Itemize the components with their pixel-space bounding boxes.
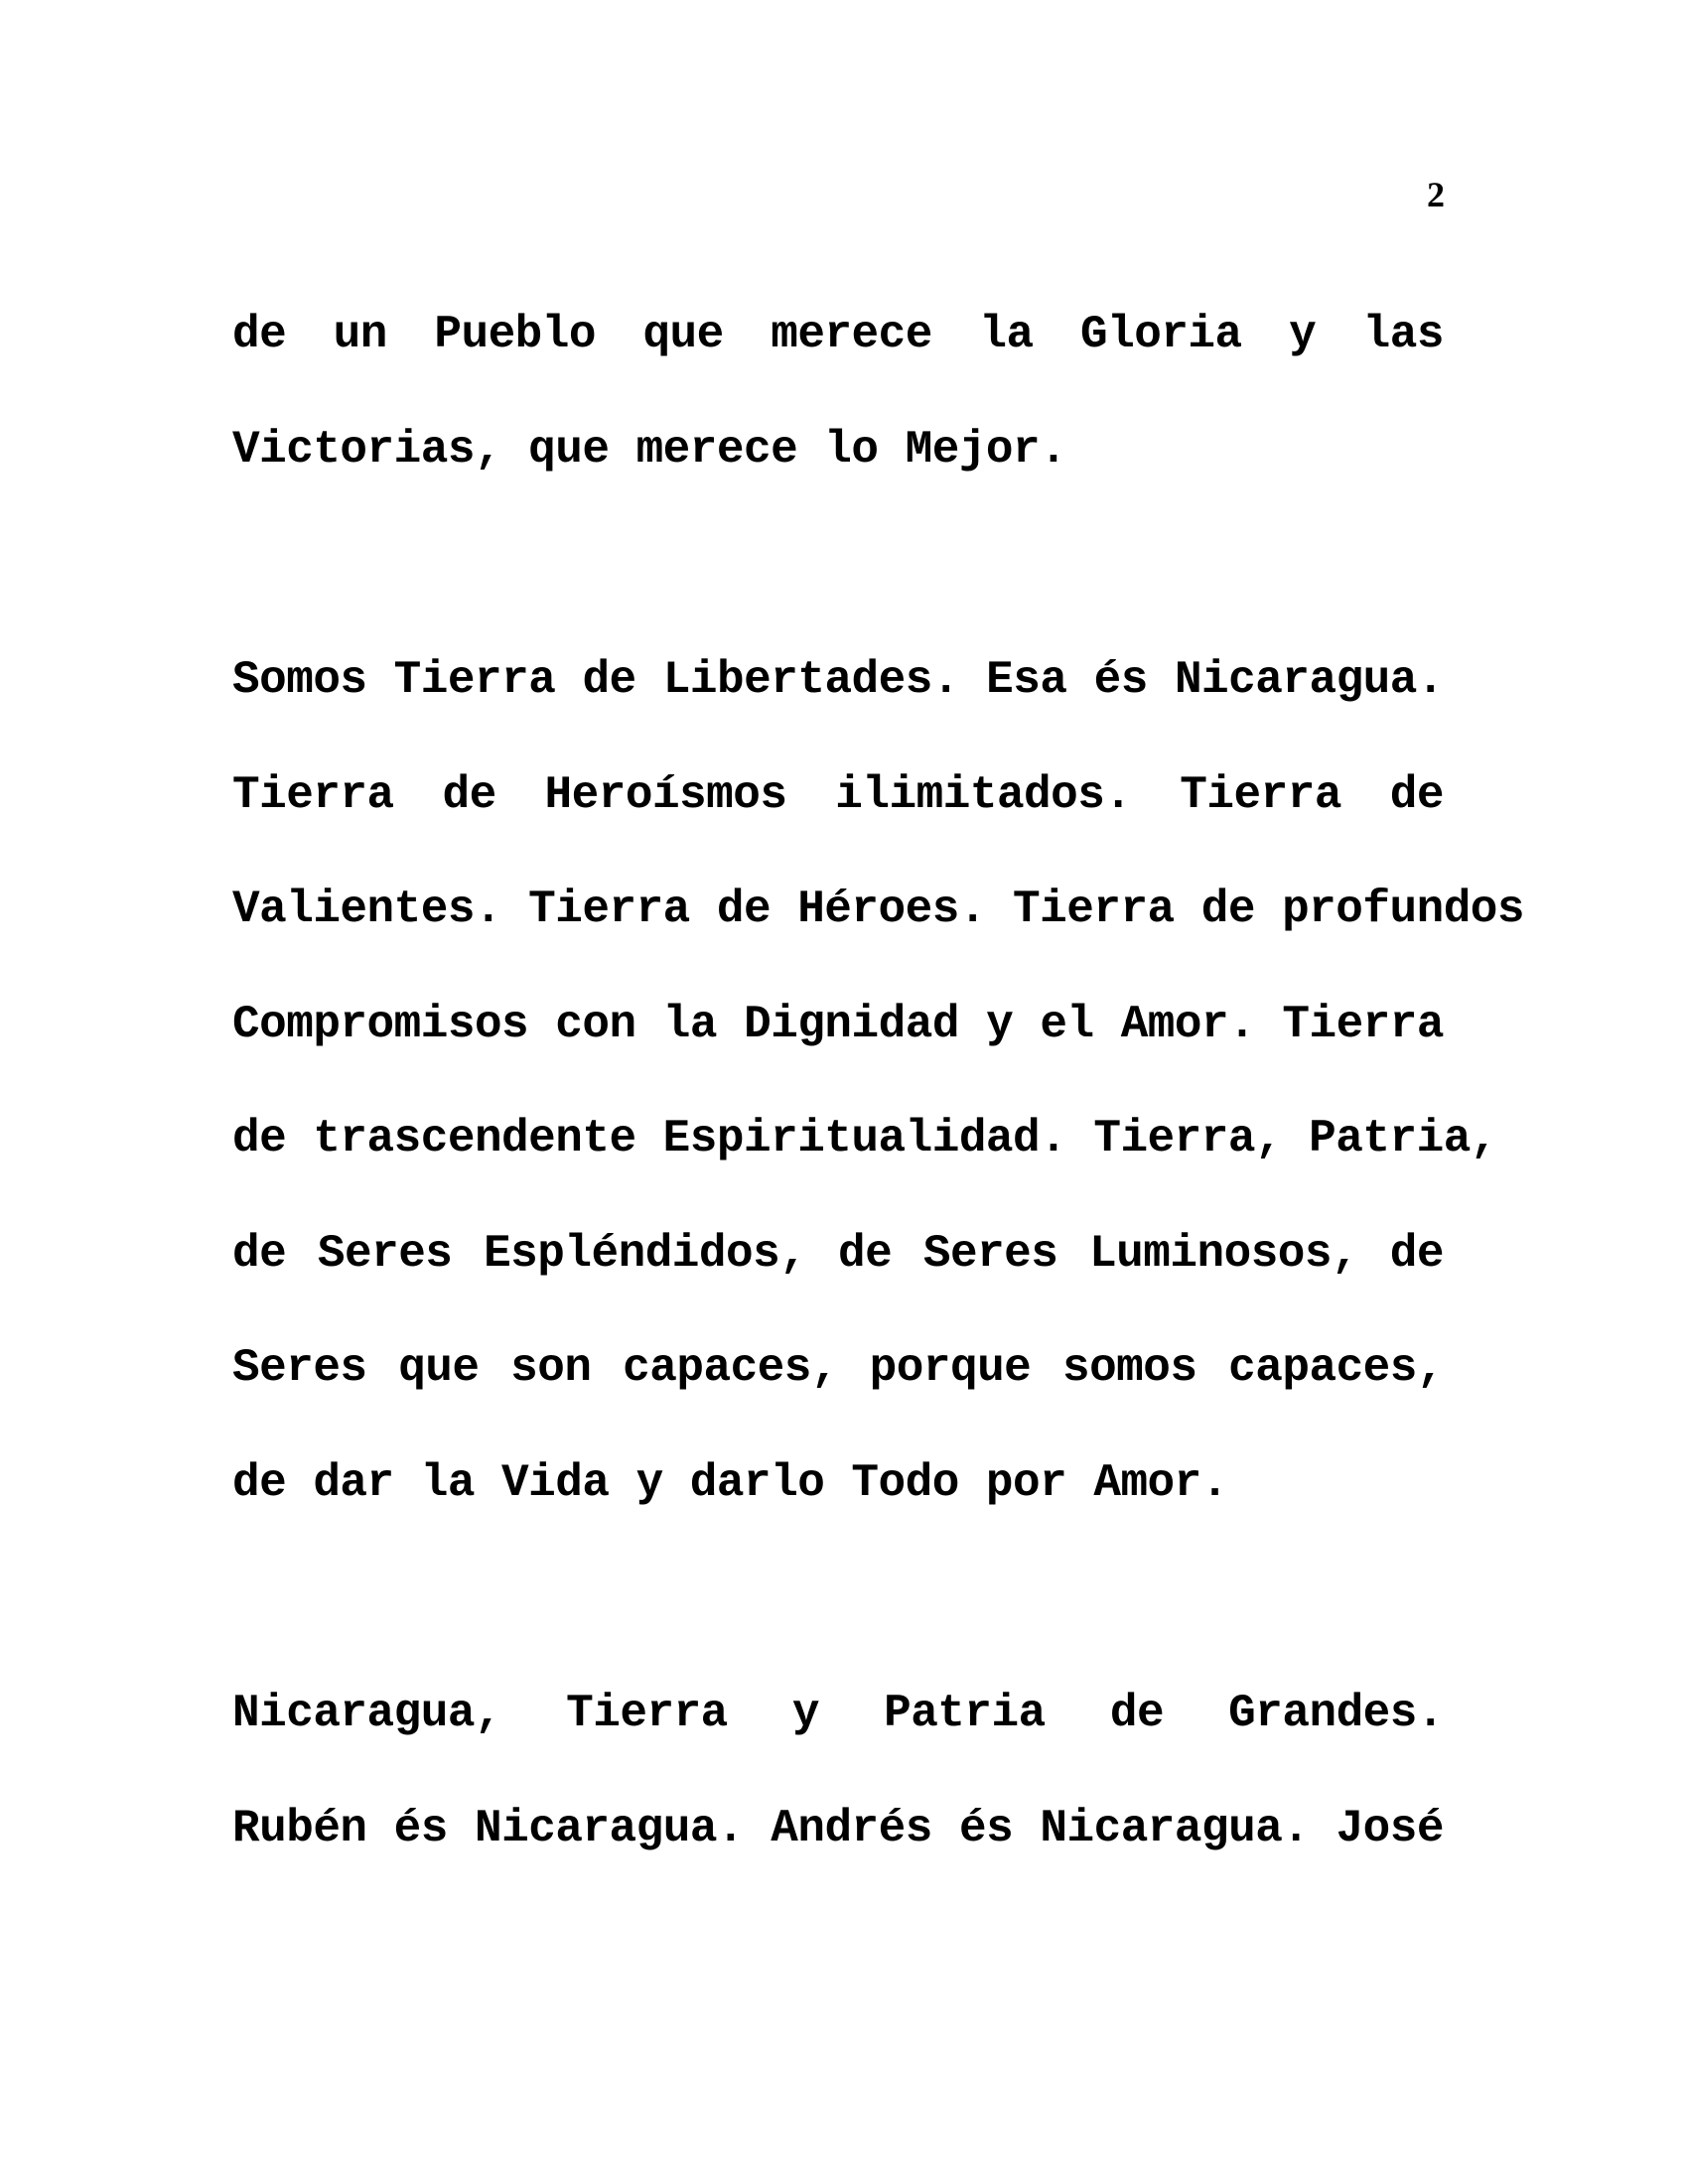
text-line: Rubén és Nicaragua. Andrés és Nicaragua. José	[232, 1802, 1444, 1854]
text-line: de Seres Espléndidos, de Seres Luminosos, de	[232, 1227, 1444, 1280]
paragraph	[232, 1657, 1444, 1886]
paragraph	[232, 623, 1525, 1541]
text-line: de dar la Vida y darlo Todo por Amor.	[232, 1456, 1228, 1509]
paragraph	[232, 278, 1444, 507]
text-line: Tierra de Heroísmos ilimitados. Tierra de	[232, 768, 1444, 821]
text-line: Somos Tierra de Libertades. Esa és Nicaragua.	[232, 654, 1444, 706]
text-line: Compromisos con la Dignidad y el Amor. Tierra	[232, 998, 1444, 1050]
text-line: Valientes. Tierra de Héroes. Tierra de profundos	[232, 884, 1525, 935]
text-line: Victorias, que merece lo Mejor.	[232, 423, 1067, 476]
text-line: Seres que son capaces, porque somos capaces,	[232, 1342, 1444, 1394]
text-line: de un Pueblo que merece la Gloria y las	[232, 309, 1444, 360]
text-line: de trascendente Espiritualidad. Tierra, Patria,	[232, 1113, 1497, 1164]
page-number: 2	[1427, 175, 1445, 214]
text-line: Nicaragua, Tierra y Patria de Grandes.	[232, 1688, 1444, 1739]
